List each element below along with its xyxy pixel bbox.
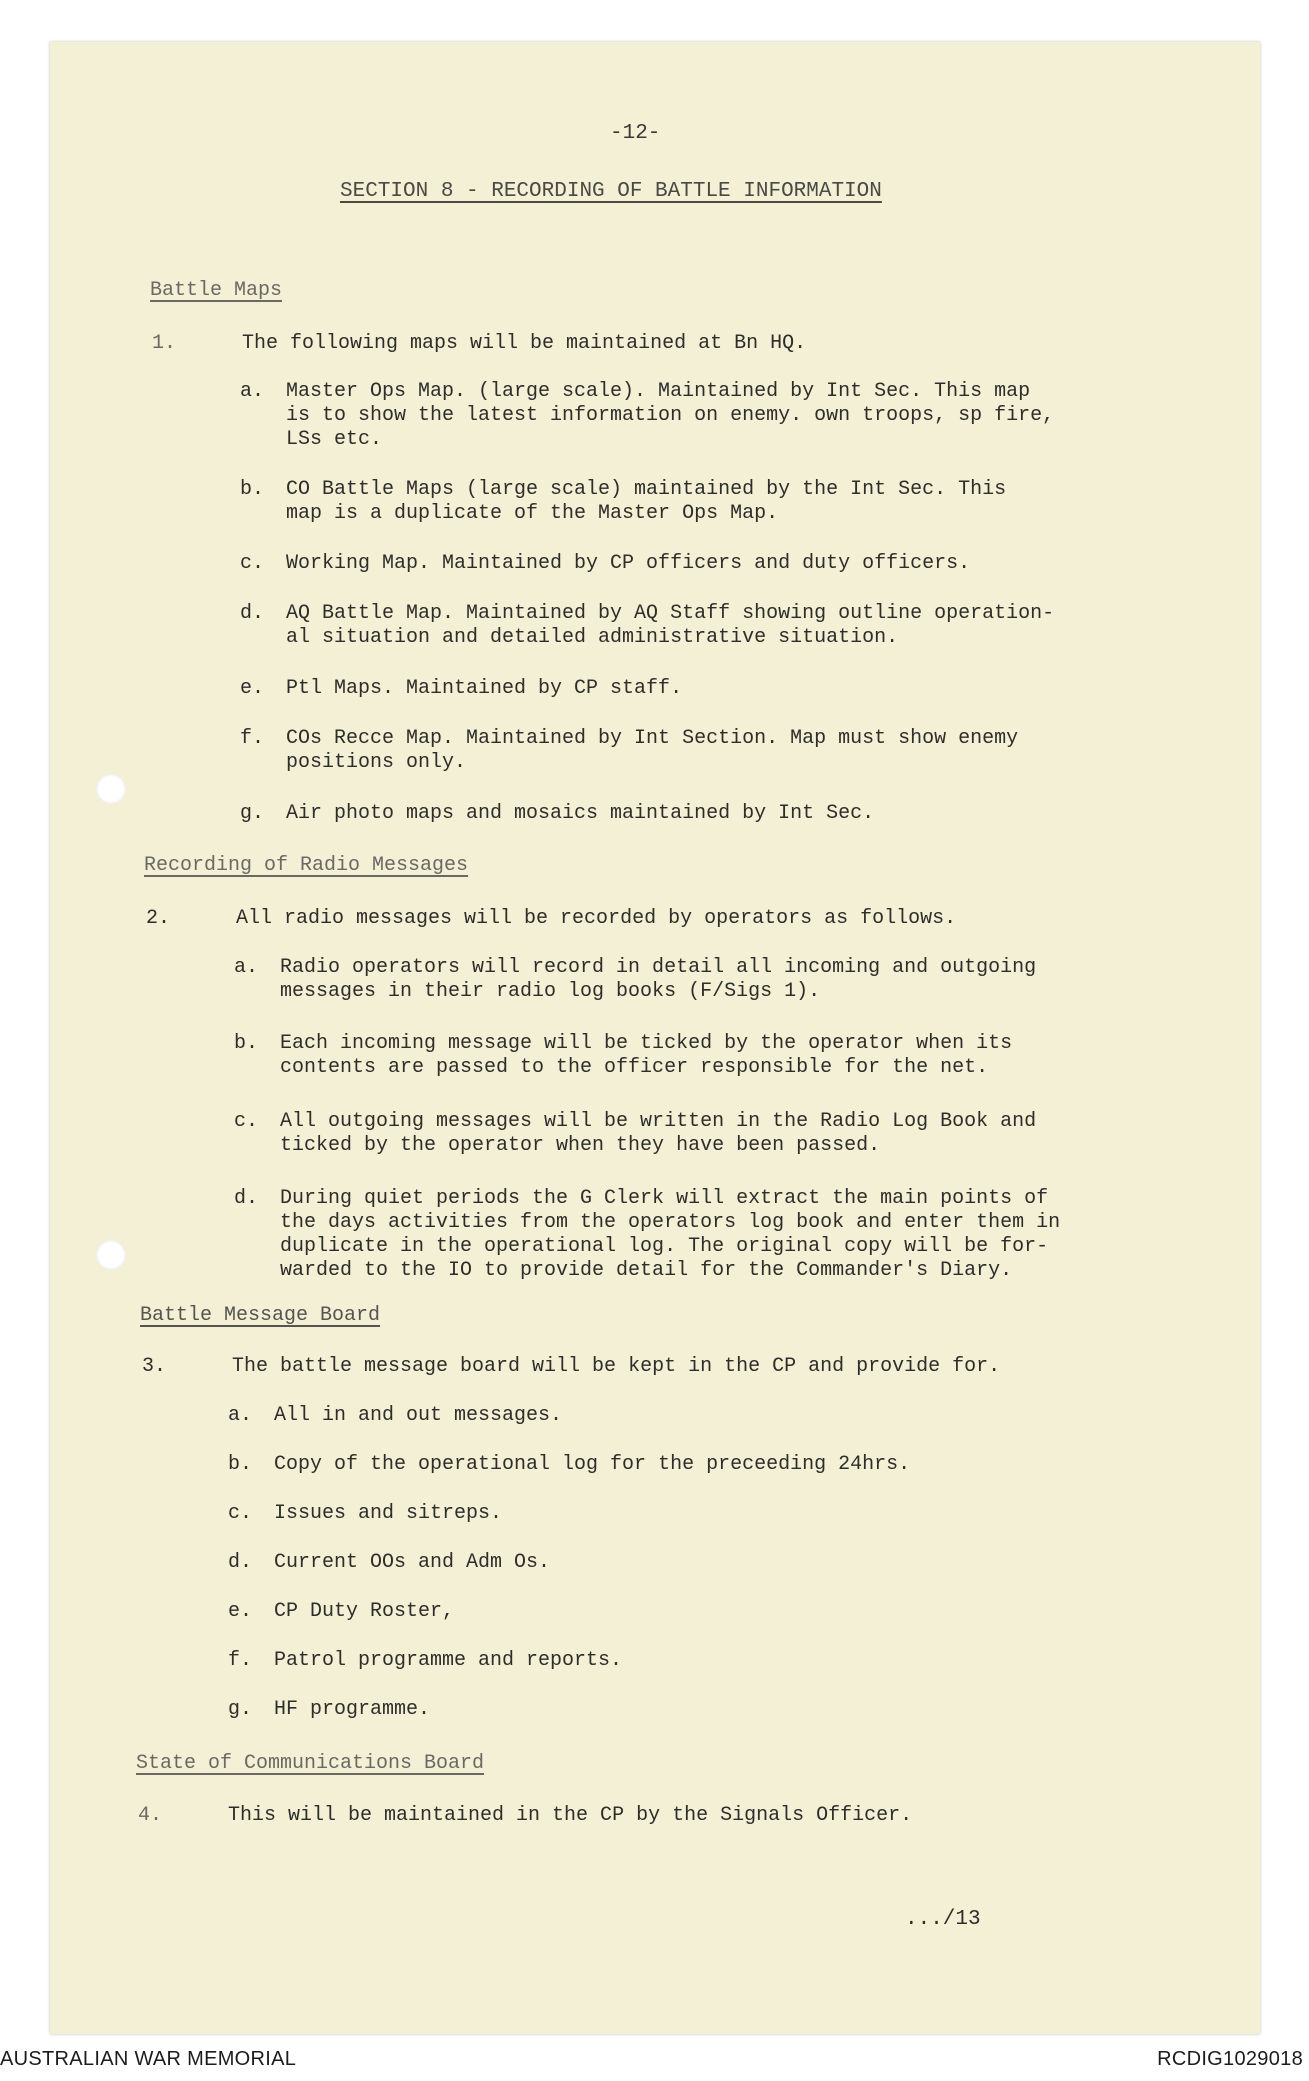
paragraph-intro: The battle message board will be kept in the CP and provide for. [232, 1355, 1001, 1378]
paragraph-number: 4. [138, 1804, 163, 1827]
paragraph-number: 1. [152, 332, 177, 355]
heading-battle-message-board: Battle Message Board [140, 1304, 381, 1327]
section-title: SECTION 8 - RECORDING OF BATTLE INFORMATION [340, 180, 882, 203]
continuation-marker: .../13 [905, 1908, 981, 1931]
paragraph-intro: The following maps will be maintained at Bn HQ. [242, 332, 807, 355]
footer-left-credit: AUSTRALIAN WAR MEMORIAL [0, 2048, 297, 2070]
heading-radio-messages: Recording of Radio Messages [144, 854, 469, 877]
document-body: -12- SECTION 8 - RECORDING OF BATTLE INFORMATION Battle Maps 1. The following maps will be maintained at Bn HQ. a. Master Ops Map. (large scale). Maintained by Int Sec. This map is to show the latest information on enemy. own troops, sp fire, LSs etc. b. CO Battle Maps (large scale) maintained by the Int Sec. This map is a duplicate of the Master Ops Map. c. Working Map. Maintained by CP officers and duty officers. d. AQ Battle Map. Maintained by AQ Staff showing outline operation- al situation and detailed administrative situation. e. Ptl Maps. Maintained by CP staff. f. COs Recce Map. Maintained by Int Section. Map must show enemy positions only. g. Air photo maps and mosaics maintained by Int Sec. Recording of Radio Messages 2. All radio messages will be recorded by operators as follows. a. Radio operators will record in detail all incoming and outgoing messages in their radio log books (F/Sigs 1). b. Each incoming message will be ticked by the operator when its contents are passed to the officer responsible for the net. c. All outgoing messages will be written in the Radio Log Book and ticked by the operator when they have been passed. d. During quiet periods the G Clerk will extract the main points of the days activities from the operators log book and enter them in duplicate in the operational log. The original copy will be for- warded to the IO to provide detail for the Commander's Diary. Battle Message Board 3. The battle message board will be kept in the CP and provide for. a. All in and out messages. b. Copy of the operational log for the preceeding 24hrs. c. Issues and sitreps. d. Current OOs and Adm Os. e. CP Duty Roster, f. Patrol programme and reports. g. HF programme. State of Communications Board 4. This will be maintained in the CP by the Signals Officer. .../13 [136, 122, 1061, 1931]
document-page [50, 42, 1260, 2034]
heading-communications-board: State of Communications Board [136, 1752, 485, 1775]
paragraph-intro: All radio messages will be recorded by operators as follows. [236, 907, 957, 930]
paragraph-intro: This will be maintained in the CP by the Signals Officer. [228, 1804, 913, 1827]
footer-right-id: RCDIG1029018 [1157, 2048, 1303, 2070]
heading-battle-maps: Battle Maps [150, 279, 283, 302]
paragraph-number: 2. [146, 907, 171, 930]
paragraph-number: 3. [142, 1355, 167, 1378]
page-number: -12- [610, 122, 661, 145]
